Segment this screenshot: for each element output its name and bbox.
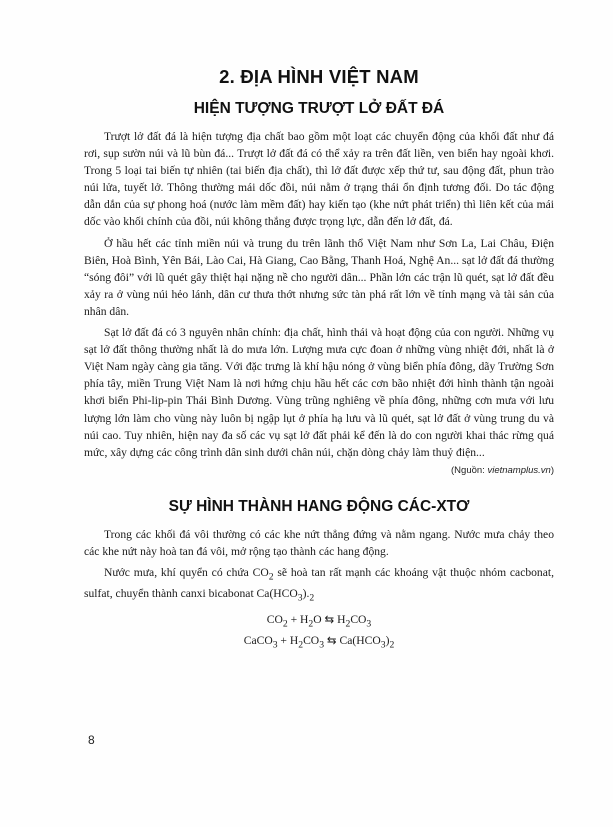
paragraph-karst-text-b: sẽ hoà tan rất mạnh các khoáng vật thuộc nhóm cacbonat, sulfat, chuyển thành canxi bicabonat Ca(HCO bbox=[84, 565, 554, 601]
paragraph-karst-cracks: Trong các khối đá vôi thường có các khe nứt thẳng đứng và nằm ngang. Nước mưa chảy theo các khe nứt này hoà tan đá vôi, mở rộng tạo thành các hang động. bbox=[84, 527, 554, 558]
source-suffix: ) bbox=[550, 464, 554, 476]
subscript: 3 bbox=[297, 592, 303, 604]
source-prefix: (Nguồn: bbox=[451, 464, 488, 476]
equation-calcium-bicarbonate: CaCO$_3$ + $H_2CO_3$ ⇆ $Ca(HCO_3)_2$ bbox=[243, 634, 395, 651]
paragraph-karst-dissolution bbox=[84, 564, 554, 607]
paragraph-karst-text-a: Nước mưa, khí quyển có chứa CO bbox=[104, 565, 269, 579]
source-citation bbox=[84, 465, 554, 476]
paragraph-landslide-provinces: Ở hầu hết các tỉnh miền núi và trung du trên lãnh thổ Việt Nam như Sơn La, Lai Châu, Điện Biên, Hoà Bình, Yên Bái, Lào Cai, Hà Giang, Cao Bằng, Thanh Hoá, Nghệ An... sạt lở đất đá thường “sóng đôi” với lũ quét gây thiệt hại nặng nề cho người dân... Phần lớn các trận lũ quét, sạt lở đất đều xảy ra ở vùng núi hẻo lánh, dân cư thưa thớt nhưng sức tàn phá rất lớn về tính mạng và tài sản của nhân dân. bbox=[84, 236, 554, 318]
paragraph-karst-text-c: ). bbox=[302, 587, 310, 601]
page-number: 8 bbox=[88, 733, 95, 747]
source-site: vietnamplus.vn bbox=[487, 464, 551, 476]
paragraph-landslide-definition: Trượt lở đất đá là hiện tượng địa chất bao gồm một loạt các chuyển động của khối đất như đá rơi, sụp sườn núi và lũ bùn đá... Trượt lở đất đá có thể xảy ra trên đất liền, ven biển hay ngoài khơi. Trong 5 loại tai biến tự nhiên (tai biến địa chất), thì lở đất được xếp thứ tư, sau động đất, phun trào núi lửa, tuyết lở. Thông thường mái dốc đồi, núi nằm ở trạng thái ổn định tương đối. Do tác động dẫn dắn của sự phong hoá (nước làm mềm đất) hay kiến tạo (khe nứt phát triển) thì liên kết của mái dốc vào khối chính của đồi, núi không thắng được trọng lực, dẫn đến lở đất, đá. bbox=[84, 130, 554, 229]
subscript: 2 bbox=[268, 571, 274, 583]
page-content bbox=[84, 66, 554, 653]
equation-carbonic-acid: $CO_2 + H_2O$ ⇆ $H_2CO_3$ bbox=[266, 612, 372, 630]
chapter-title: 2. ĐỊA HÌNH VIỆT NAM bbox=[219, 66, 419, 87]
paragraph-landslide-causes: Sạt lở đất đá có 3 nguyên nhân chính: địa chất, hình thái và hoạt động của con người. Những vụ sạt lở đất thông thường nhất là do mưa lớn. Lượng mưa cực đoan ở những vùng nhiệt đới, nhất là ở Việt Nam ngày càng gia tăng. Với đặc trưng là khí hậu nóng ở vùng biển phía đông, dãy Trường Sơn phía tây, miền Trung Việt Nam là nơi hứng chịu hầu hết các cơn bão nhiệt đới hình thành tận ngoài khơi biển Phi-lip-pin Thái Bình Dương. Vùng trũng nghiêng về phía đông, những cơn mưa với lưu lượng lớn làm cho vùng này luôn bị ngập lụt ở phía hạ lưu và lũ quét, sạt lở đất ở vùng trung du và núi cao. Tuy nhiên, hiện nay đa số các vụ sạt lở đất phải kể đến là do con người khai thác rừng quá mức, xây dựng các công trình dân sinh dưới chân núi, chặn dòng chảy làm thuỷ điện... bbox=[84, 326, 554, 459]
section-title-landslide: HIỆN TƯỢNG TRƯỢT LỞ ĐẤT ĐÁ bbox=[193, 100, 445, 117]
section-title-karst-caves: SỰ HÌNH THÀNH HANG ĐỘNG CÁC-XTƠ bbox=[168, 497, 470, 515]
subscript: 2 bbox=[309, 592, 315, 604]
